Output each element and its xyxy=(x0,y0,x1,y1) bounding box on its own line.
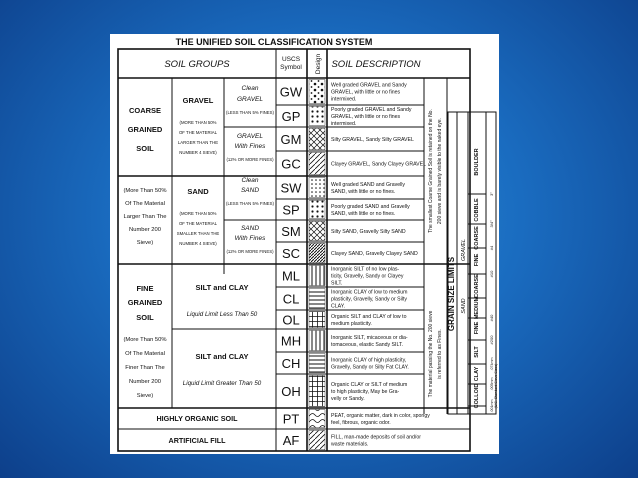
design-pattern-gc xyxy=(309,153,325,175)
description-cl-line-3: CLAY. xyxy=(331,303,345,310)
side-note-coarse xyxy=(428,109,443,233)
description-ch-line-1: Inorganic CLAY of high plasticity, xyxy=(331,357,407,364)
particle-size-1: .001mm xyxy=(490,399,494,413)
grain-class-7: FINE xyxy=(474,253,480,267)
particle-size-2: .005mm xyxy=(490,377,494,391)
sand-fines-1: SAND xyxy=(240,225,260,232)
description-gp-line-3: intermixed. xyxy=(331,120,357,127)
grain-class-8: COARSE xyxy=(474,226,480,250)
design-pattern-sc xyxy=(309,244,325,263)
liquid-limit-high: Liquid Limit Greater Than 50 xyxy=(182,380,262,387)
description-mh-line-2: tomaceous, elastic Sandy SILT. xyxy=(331,341,403,348)
grain-class-10: BOULDER xyxy=(474,148,480,176)
uscs-symbol-ch: CH xyxy=(281,356,301,371)
description-sp-line-1: Poorly graded SAND and Gravelly xyxy=(331,204,410,211)
side-note-fines-2: is referred to as Fines. xyxy=(437,329,443,379)
clean-sand-2: SAND xyxy=(240,187,260,194)
clean-sand-3: (LESS THAN 5% FINES) xyxy=(226,201,274,206)
uscs-symbol-sm: SM xyxy=(281,224,301,239)
uscs-symbol-gw: GW xyxy=(279,84,303,100)
sand-note-3: SMALLER THAN THE xyxy=(176,231,220,236)
fine-name-1: FINE xyxy=(136,284,154,293)
classification-sheet xyxy=(110,34,499,454)
design-pattern-gp xyxy=(309,107,325,126)
uscs-symbol-gm: GM xyxy=(280,132,302,147)
description-gc-line-1: Clayey GRAVEL, Sandy Clayey GRAVEL xyxy=(331,161,426,168)
uscs-symbol-pt: PT xyxy=(282,411,300,427)
uscs-symbol-sp: SP xyxy=(282,202,300,218)
sieve-size-1: #200 xyxy=(489,335,494,345)
particle-size-3: .074mm xyxy=(490,357,494,371)
description-ml-line-1: Inorganic SILT of no low plas- xyxy=(331,266,400,273)
fine-note-2: Of The Material xyxy=(125,351,165,357)
sand-label: SAND xyxy=(187,187,209,196)
liquid-limit-low: Liquid Limit Less Than 50 xyxy=(186,311,258,318)
uscs-symbol-ml: ML xyxy=(281,268,301,284)
sieve-size-3: #10 xyxy=(489,270,494,278)
design-pattern-gm xyxy=(309,129,325,150)
grain-sand-label: SAND xyxy=(461,298,467,314)
grain-class-9: COBBLE xyxy=(474,198,480,222)
side-note-fines xyxy=(428,310,443,397)
gravel-label: GRAVEL xyxy=(182,96,214,105)
uscs-symbol-sc: SC xyxy=(281,246,301,261)
description-pt-line-1: PEAT, organic matter, dark in color, spongy xyxy=(331,413,430,420)
uscs-symbol-mh: MH xyxy=(280,333,302,349)
description-oh-line-1: Organic CLAY or SILT of medium xyxy=(331,382,408,389)
sieve-size-2: #40 xyxy=(489,314,494,322)
clean-gravel-3: (LESS THAN 5% FINES) xyxy=(226,110,274,115)
design-pattern-sm xyxy=(309,222,325,241)
uscs-symbol-af: AF xyxy=(282,433,300,448)
side-note-coarse-1: The smallest Coarse Grained Soil is retained on the No. xyxy=(428,109,434,233)
sieve-size-4: #4 xyxy=(489,245,494,251)
clean-gravel-1: Clean xyxy=(241,85,259,92)
design-header: Design xyxy=(315,53,322,75)
coarse-grained-group xyxy=(123,85,274,254)
description-ch-line-2: Gravelly, Sandy or Silty Fat CLAY. xyxy=(331,364,409,371)
grain-class-3: SILT xyxy=(474,346,480,358)
grain-class-6: COARSE xyxy=(474,274,480,298)
description-ml-line-2: ticity, Gravelly, Sandy or Clayey xyxy=(331,273,404,280)
clean-gravel-2: GRAVEL xyxy=(236,96,264,103)
coarse-note-1: (More Than 50% xyxy=(123,188,167,194)
sand-fines-3: (12% OR MORE FINES) xyxy=(226,249,274,254)
grain-class-2: CLAY xyxy=(474,366,480,382)
sand-note-4: NUMBER 4 SIEVE) xyxy=(179,241,217,246)
grain-size-title: GRAIN SIZE LIMITS xyxy=(447,256,456,332)
description-cl-line-1: Inorganic CLAY of low to medium xyxy=(331,289,408,296)
gravel-fines-3: (12% OR MORE FINES) xyxy=(226,157,274,162)
design-pattern-oh xyxy=(309,376,325,407)
uscs-symbol-cl: CL xyxy=(282,291,300,307)
silt-clay-high-label: SILT and CLAY xyxy=(195,352,249,361)
gravel-note-3: LARGER THAN THE xyxy=(177,140,219,145)
description-oh-line-3: velly or Sandy. xyxy=(331,395,365,402)
description-sp-line-2: SAND, with little or no fines. xyxy=(331,210,396,217)
coarse-note-4: Number 200 xyxy=(129,227,161,233)
design-pattern-ml xyxy=(309,266,325,286)
grain-gravel-label: GRAVEL xyxy=(461,238,467,262)
description-sm-line-1: Silty SAND, Gravelly Silty SAND xyxy=(331,229,406,235)
silt-clay-low-label: SILT and CLAY xyxy=(195,283,249,292)
side-note-coarse-2: 200 sieve and is barely visible to the naked eye. xyxy=(437,117,443,225)
description-oh-line-2: to high plasticity, May be Gra- xyxy=(331,389,400,395)
description-mh-line-1: Inorganic SILT, micaceous or dia- xyxy=(331,335,408,342)
coarse-note-2: Of The Material xyxy=(125,201,165,207)
design-pattern-sp xyxy=(309,201,325,219)
description-gp-line-2: GRAVEL, with little or no fines xyxy=(331,114,401,120)
description-sc-line-1: Clayey SAND, Gravelly Clayey SAND xyxy=(331,251,418,257)
coarse-name-2: GRAINED xyxy=(127,125,163,134)
fine-note-1: (More Than 50% xyxy=(123,337,167,343)
description-af-line-2: waste materials. xyxy=(331,441,369,448)
soil-groups-header: SOIL GROUPS xyxy=(164,59,230,70)
design-pattern-pt xyxy=(309,410,325,428)
design-pattern-mh xyxy=(309,331,325,351)
design-pattern-af xyxy=(309,431,325,450)
design-pattern-ch xyxy=(309,354,325,373)
description-gm-line-1: Silty GRAVEL, Sandy Silty GRAVEL xyxy=(331,137,414,143)
sieve-footnote: (U.S. Standard Sieve Sizes) xyxy=(494,363,498,409)
gravel-note-2: OF THE MATERIAL xyxy=(178,130,218,135)
description-gw-line-2: GRAVEL, with little or no fines xyxy=(331,89,401,96)
gravel-note-4: NUMBER 4 SIEVE) xyxy=(179,150,217,155)
uscs-symbol-gc: GC xyxy=(281,156,301,172)
description-cl-line-2: plasticity, Gravelly, Sandy or Silty xyxy=(331,296,407,303)
fine-grained-group xyxy=(123,283,261,399)
uscs-symbol-oh: OH xyxy=(281,384,301,399)
fine-note-3: Finer Than The xyxy=(125,365,165,371)
gravel-fines-2: With Fines xyxy=(234,143,266,150)
sieve-size-5: 3/4" xyxy=(489,220,494,228)
design-pattern-ol xyxy=(309,312,325,328)
description-sw-line-2: SAND, with little or no fines. xyxy=(331,188,396,195)
description-gw-line-3: intermixed. xyxy=(331,96,357,103)
grain-class-5: MEDIUM xyxy=(474,296,480,320)
sheet-title: THE UNIFIED SOIL CLASSIFICATION SYSTEM xyxy=(175,37,373,47)
coarse-name-3: SOIL xyxy=(136,144,154,153)
coarse-note-5: Sieve) xyxy=(136,240,154,246)
description-af-line-1: FILL, man-made deposits of soil and/or xyxy=(331,434,421,441)
fine-note-5: Sieve) xyxy=(136,393,154,399)
sieve-size-6: 3" xyxy=(489,192,494,196)
artificial-fill-label: ARTIFICIAL FILL xyxy=(168,436,226,445)
grain-class-1: COLLOID xyxy=(474,383,480,409)
sand-note-2: OF THE MATERIAL xyxy=(178,221,218,226)
description-gw-line-1: Well graded GRAVEL and Sandy xyxy=(331,82,407,89)
uscs-symbol-ol: OL xyxy=(282,312,300,328)
sand-fines-2: With Fines xyxy=(234,235,266,242)
grain-class-4: FINE xyxy=(474,321,480,335)
description-gp-line-1: Poorly graded GRAVEL and Sandy xyxy=(331,107,412,114)
fine-name-3: SOIL xyxy=(136,313,154,322)
design-pattern-cl xyxy=(309,289,325,309)
clean-sand-1: Clean xyxy=(241,177,259,184)
description-sw-line-1: Well graded SAND and Gravelly xyxy=(331,182,406,189)
classification-table xyxy=(110,34,499,454)
uscs-symbol-sw: SW xyxy=(280,180,302,196)
coarse-note-3: Larger Than The xyxy=(123,214,167,220)
uscs-symbol-gp: GP xyxy=(281,109,301,124)
uscs-header: USCS xyxy=(281,56,301,63)
fine-note-4: Number 200 xyxy=(129,379,161,385)
gravel-fines-1: GRAVEL xyxy=(236,133,264,140)
highly-organic-label: HIGHLY ORGANIC SOIL xyxy=(156,414,238,423)
description-ml-line-3: SILT. xyxy=(331,280,343,287)
description-pt-line-2: feel, fibrous, organic odor. xyxy=(331,419,391,426)
grain-size-limits xyxy=(447,112,498,414)
description-ol-line-2: medium plasticity. xyxy=(331,320,372,327)
side-note-fines-1: The material passing the No. 200 sieve xyxy=(428,310,434,398)
symbol-header: Symbol xyxy=(280,64,302,71)
coarse-name-1: COARSE xyxy=(128,106,162,115)
gravel-note-1: (MORE THAN 50% xyxy=(179,120,217,125)
fine-name-2: GRAINED xyxy=(127,298,163,307)
design-pattern-gw xyxy=(309,80,325,104)
design-pattern-sw xyxy=(309,178,325,198)
sand-note-1: (MORE THAN 50% xyxy=(179,211,217,216)
description-ol-line-1: Organic SILT and CLAY of low to xyxy=(331,314,407,321)
soil-description-header: SOIL DESCRIPTION xyxy=(331,59,421,70)
